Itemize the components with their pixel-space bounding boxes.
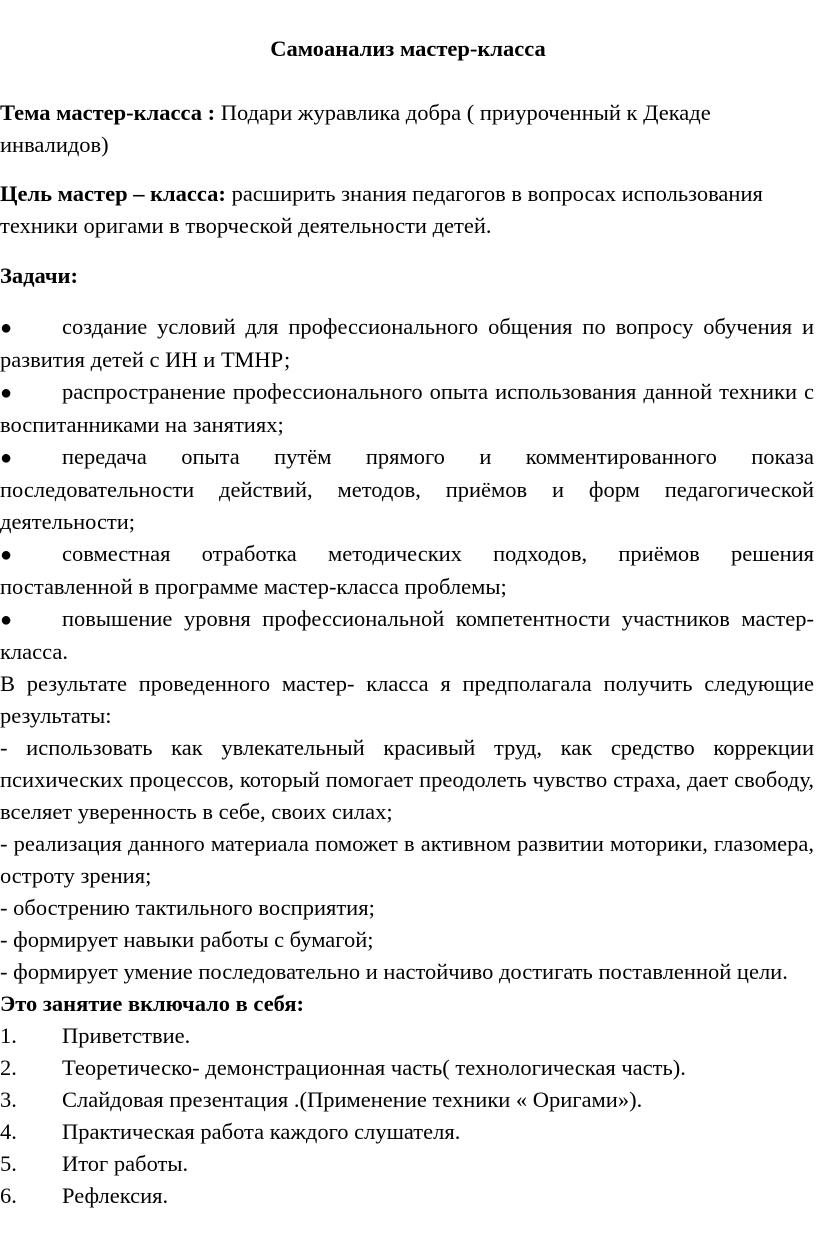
- task-text: создание условий для профессионального общения по вопросу обучения и развития детей с ИН и ТМНР;: [0, 314, 814, 372]
- tasks-heading: Задачи:: [0, 263, 79, 288]
- step-item: [0, 1148, 814, 1180]
- bullet-icon: ●: [0, 317, 13, 339]
- task-text: распространение профессионального опыта использования данной техники с воспитанниками на занятиях;: [0, 379, 814, 437]
- result-item: - формирует навыки работы с бумагой;: [0, 927, 374, 952]
- result-item: - использовать как увлекательный красивый труд, как средство коррекции психических процессов, который помогает преодолеть чувство страха, дает свободу, вселяет уверенность в себе, своих силах;: [0, 735, 814, 824]
- step-number: 5.: [0, 1151, 17, 1176]
- step-text: Слайдовая презентация .(Применение техники « Оригами»).: [62, 1087, 643, 1112]
- result-item: - обострению тактильного восприятия;: [0, 895, 375, 920]
- step-number: 1.: [0, 1023, 17, 1048]
- result-item: - реализация данного материала поможет в активном развитии моторики, глазомера, остроту зрения;: [0, 831, 814, 888]
- bullet-icon: ●: [0, 447, 13, 469]
- step-item: [0, 1020, 814, 1052]
- task-text: передача опыта путём прямого и комментированного показа последовательности действий, методов, приёмов и форм педагогической деятельности;: [0, 444, 814, 534]
- step-item: [0, 1116, 814, 1148]
- step-text: Приветствие.: [62, 1023, 191, 1048]
- step-number: 3.: [0, 1087, 17, 1112]
- task-item: [0, 311, 814, 376]
- document-title: Самоанализ мастер-класса: [270, 36, 546, 61]
- task-item: [0, 603, 814, 668]
- step-text: Итог работы.: [62, 1151, 189, 1176]
- bullet-icon: ●: [0, 544, 13, 566]
- task-item: [0, 441, 814, 538]
- topic-paragraph: [0, 97, 814, 161]
- step-text: Теоретическо- демонстрационная часть( технологическая часть).: [62, 1055, 686, 1080]
- task-list: [0, 311, 814, 1212]
- task-item: [0, 376, 814, 441]
- step-text: Практическая работа каждого слушателя.: [62, 1119, 461, 1144]
- step-item: [0, 1052, 814, 1084]
- included-heading: Это занятие включало в себя:: [0, 991, 305, 1016]
- goal-text: расширить знания педагогов в вопросах использования техники оригами в творческой деятельности детей.: [0, 181, 763, 238]
- step-item: [0, 1180, 814, 1212]
- bullet-icon: ●: [0, 609, 13, 631]
- results-intro: В результате проведенного мастер- класса я предполагала получить следующие результаты:: [0, 671, 814, 728]
- step-text: Рефлексия.: [62, 1183, 169, 1208]
- goal-label: Цель мастер – класса:: [0, 181, 226, 206]
- topic-label: Тема мастер-класса :: [0, 100, 216, 125]
- task-item: [0, 538, 814, 603]
- step-number: 6.: [0, 1183, 17, 1208]
- step-number: 4.: [0, 1119, 17, 1144]
- task-text: совместная отработка методических подходов, приёмов решения поставленной в программе мастер-класса проблемы;: [0, 541, 814, 599]
- step-item: [0, 1084, 814, 1116]
- goal-paragraph: [0, 178, 814, 242]
- topic-text: Подари журавлика добра ( приуроченный к Декаде инвалидов): [0, 100, 711, 157]
- step-number: 2.: [0, 1055, 17, 1080]
- task-text: повышение уровня профессиональной компетентности участников мастер-класса.: [0, 606, 814, 664]
- result-item: - формирует умение последовательно и настойчиво достигать поставленной цели.: [0, 959, 788, 984]
- bullet-icon: ●: [0, 382, 13, 404]
